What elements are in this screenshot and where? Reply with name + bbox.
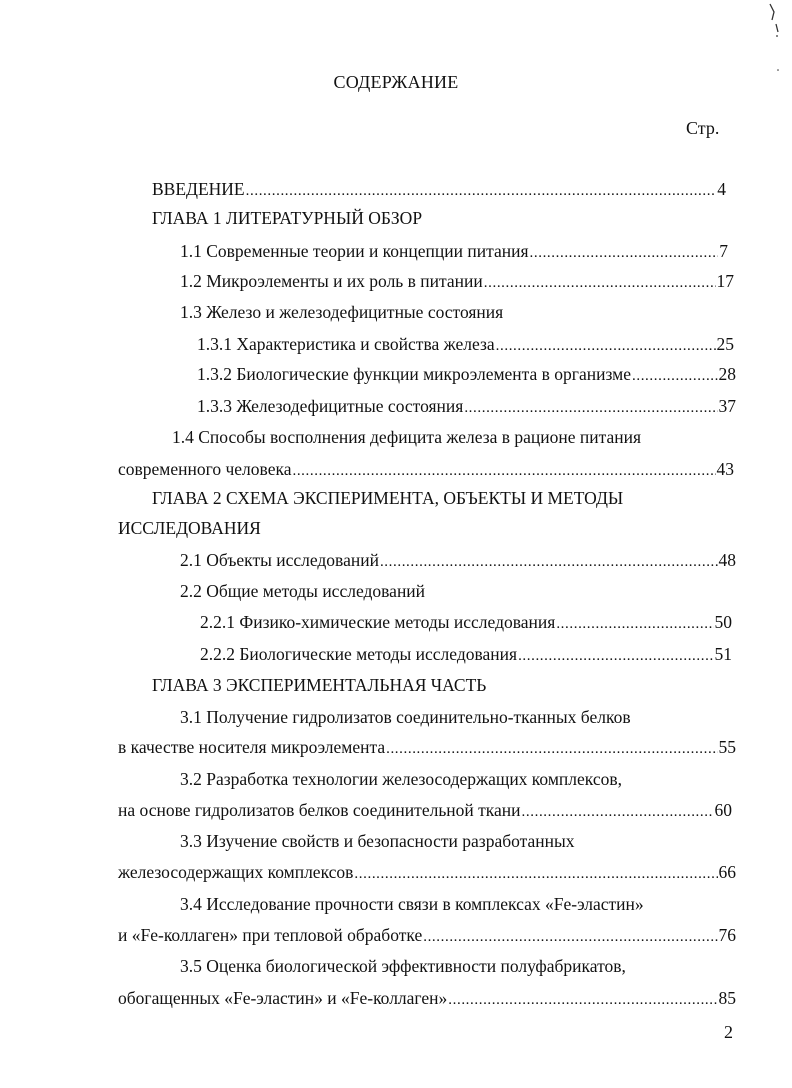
chapter-heading: ГЛАВА 3 ЭКСПЕРИМЕНТАЛЬНАЯ ЧАСТЬ — [152, 675, 487, 695]
toc-entry — [152, 177, 726, 201]
toc-entry-page: 7 — [719, 241, 728, 261]
toc-entry-text: обогащенных «Fe-эластин» и «Fe-коллаген» — [118, 988, 448, 1008]
toc-entry — [180, 269, 734, 293]
toc-entry-page: 25 — [716, 334, 734, 354]
toc-entry — [118, 798, 732, 822]
chapter-heading: ИССЛЕДОВАНИЯ — [118, 518, 261, 538]
toc-entry-page: 76 — [718, 925, 736, 945]
toc-entry-text: на основе гидролизатов белков соединительной ткани — [118, 800, 521, 820]
dot-leader — [464, 396, 717, 420]
toc-entry-page: 51 — [714, 644, 732, 664]
toc-entry — [200, 642, 732, 666]
page-number: 2 — [724, 1022, 733, 1042]
dot-leader — [386, 737, 717, 761]
toc-entry-text: 2.2.2 Биологические методы исследования — [200, 644, 518, 664]
toc-entry-text: 1.3.3 Железодефицитные состояния — [197, 396, 464, 416]
chapter-heading: ГЛАВА 2 СХЕМА ЭКСПЕРИМЕНТА, ОБЪЕКТЫ И МЕТОДЫ — [152, 488, 624, 508]
dot-leader — [246, 179, 717, 203]
dot-leader — [632, 364, 718, 388]
dot-leader — [484, 271, 716, 295]
toc-entry: 2.2 Общие методы исследований — [180, 581, 426, 601]
toc-entry-text: 1.2 Микроэлементы и их роль в питании — [180, 271, 483, 291]
dot-leader — [556, 612, 713, 636]
toc-entry-text: 2.1 Объекты исследований — [180, 550, 379, 570]
dot-leader — [380, 550, 718, 574]
toc-entry-page: 85 — [718, 988, 736, 1008]
dot-leader — [292, 459, 715, 483]
toc-entry-text: ВВЕДЕНИЕ — [152, 179, 245, 199]
toc-entry — [180, 239, 728, 263]
toc-entry-text: 1.3.1 Характеристика и свойства железа — [197, 334, 495, 354]
toc-entry: 3.3 Изучение свойств и безопасности разработанных — [180, 831, 575, 851]
page-column-label: Стр. — [686, 118, 720, 138]
toc-entry-page: 48 — [718, 550, 736, 570]
toc-entry — [118, 735, 736, 759]
toc-entry: 1.4 Способы восполнения дефицита железа в рационе питания — [172, 427, 642, 447]
toc-entry — [118, 986, 736, 1010]
toc-entry-page: 28 — [718, 364, 736, 384]
toc-entry: 3.2 Разработка технологии железосодержащих комплексов, — [180, 769, 623, 789]
toc-entry — [197, 332, 734, 356]
dot-leader — [354, 862, 717, 886]
toc-entry-page: 37 — [718, 396, 736, 416]
toc-entry — [118, 457, 734, 481]
dot-leader — [423, 925, 717, 949]
dot-leader — [530, 241, 719, 265]
dot-leader — [448, 988, 717, 1012]
scan-artifact — [762, 2, 788, 76]
toc-entry — [118, 923, 736, 947]
toc-entry — [118, 860, 736, 884]
toc-entry — [197, 362, 736, 386]
dot-leader — [522, 800, 714, 824]
toc-entry-text: и «Fe-коллаген» при тепловой обработке — [118, 925, 423, 945]
toc-entry-text: 1.1 Современные теории и концепции питания — [180, 241, 529, 261]
toc-entry — [197, 394, 736, 418]
toc-entry-text: в качестве носителя микроэлемента — [118, 737, 386, 757]
toc-entry — [200, 610, 732, 634]
dot-leader — [518, 644, 713, 668]
page-title: СОДЕРЖАНИЕ — [333, 72, 459, 92]
toc-entry — [180, 548, 736, 572]
toc-entry-page: 50 — [714, 612, 732, 632]
toc-entry-text: 1.3.2 Биологические функции микроэлемента в организме — [197, 364, 631, 384]
toc-entry-page: 66 — [718, 862, 736, 882]
dot-leader — [496, 334, 716, 358]
toc-entry-text: железосодержащих комплексов — [118, 862, 354, 882]
toc-entry: 3.5 Оценка биологической эффективности полуфабрикатов, — [180, 956, 626, 976]
toc-entry: 3.4 Исследование прочности связи в комплексах «Fe-эластин» — [180, 894, 644, 914]
toc-entry-page: 4 — [717, 179, 726, 199]
toc-entry: 1.3 Железо и железодефицитные состояния — [180, 302, 504, 322]
chapter-heading: ГЛАВА 1 ЛИТЕРАТУРНЫЙ ОБЗОР — [152, 208, 423, 228]
toc-entry-page: 43 — [716, 459, 734, 479]
toc-entry-text: современного человека — [118, 459, 292, 479]
toc-entry-text: 2.2.1 Физико-химические методы исследования — [200, 612, 556, 632]
toc-entry: 3.1 Получение гидролизатов соединительно-тканных белков — [180, 707, 631, 727]
toc-entry-page: 55 — [718, 737, 736, 757]
toc-entry-page: 17 — [716, 271, 734, 291]
toc-entry-page: 60 — [714, 800, 732, 820]
